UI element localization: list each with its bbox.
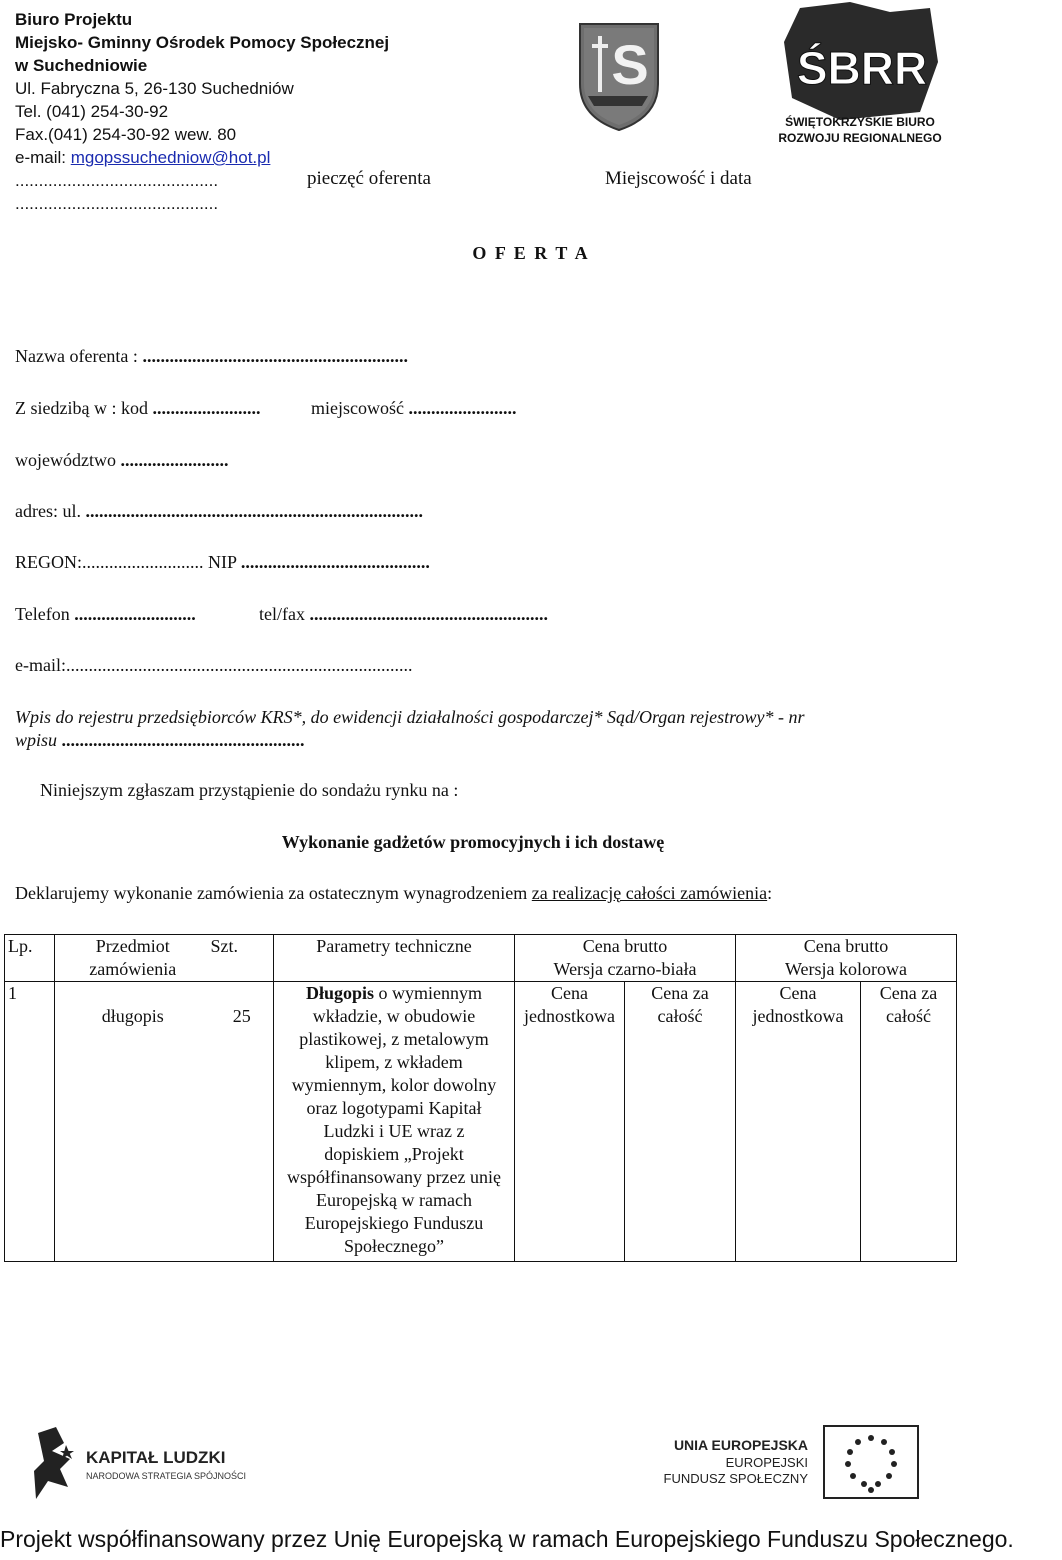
row-lp: 1	[5, 982, 55, 1262]
field-city-label: miejscowość	[311, 398, 409, 418]
municipal-emblem	[578, 22, 660, 132]
header-color-price	[736, 935, 957, 982]
declaration-underlined: za realizację całości zamówienia	[531, 883, 768, 903]
field-regon-nip	[15, 552, 430, 573]
sbrr-wordmark: ŚBRR	[796, 42, 928, 94]
eu-line-1: UNIA EUROPEJSKA	[673, 1437, 808, 1453]
sub-header-color-unit-2: jednostkowa	[752, 1006, 844, 1026]
field-address-label: adres: ul.	[15, 501, 86, 521]
field-name-dots: ...........................................................	[142, 346, 408, 366]
field-address-dots: ...........................................................................	[85, 501, 423, 521]
declaration-text	[15, 883, 772, 904]
header-bw-price	[515, 935, 736, 982]
org-line-2: Miejsko- Gminny Ośrodek Pomocy Społecznej	[15, 33, 390, 52]
emblem-letter: S	[611, 33, 649, 96]
field-telfax-dots: .....................................................	[309, 604, 548, 624]
field-seat-label: Z siedzibą w : kod	[15, 398, 153, 418]
sbrr-logo	[780, 2, 945, 147]
org-line-1: Biuro Projektu	[15, 10, 133, 29]
row-item: długopis	[55, 982, 211, 1262]
document-title: O F E R T A	[472, 243, 590, 263]
sub-header-bw-total-1: Cena za	[651, 983, 709, 1003]
dots-line-2: ...........................................	[15, 194, 219, 213]
row-params-bold: Długopis	[305, 983, 375, 1003]
header-lp: Lp.	[5, 935, 55, 982]
sub-header-bw-total-2: całość	[657, 1006, 703, 1026]
row-params-rest: o wymiennym wkładzie, w obudowie plastikowej, z metalowym klipem, z wkładem wymiennym, kolor dowolny oraz logotypami Kapitał Ludzki i UE wraz z dopiskiem „Projekt współfinansowany przez unię Europejską w ramach Europejskiego Funduszu Społecznego”	[287, 983, 501, 1256]
field-phone-dots: ...........................	[74, 604, 196, 624]
field-seat-dots: ........................	[152, 398, 261, 418]
eu-esf-logo	[663, 1422, 922, 1502]
sub-header-bw-unit-2: jednostkowa	[524, 1006, 615, 1026]
header-item	[55, 935, 211, 982]
declaration-suffix: :	[767, 883, 773, 903]
sub-header-color-total-1: Cena za	[879, 983, 938, 1003]
field-email-dots: .............................................................................	[65, 655, 413, 675]
kl-title: KAPITAŁ LUDZKI	[86, 1448, 226, 1467]
field-nip-label: NIP	[203, 552, 241, 572]
row-params	[274, 982, 515, 1262]
intro-text: Niniejszym zgłaszam przystąpienie do sondażu rynku na :	[40, 780, 459, 800]
header-item-line-2: zamówienia	[89, 959, 177, 979]
sub-header-color-unit-1: Cena	[779, 983, 817, 1003]
header-bw-line-1: Cena brutto	[582, 936, 668, 956]
header-color-line-1: Cena brutto	[803, 936, 889, 956]
field-registry-dots: ......................................................	[61, 730, 305, 750]
field-name-label: Nazwa oferenta :	[15, 346, 143, 366]
field-nip-dots: ..........................................	[240, 552, 430, 572]
field-voivodeship	[15, 450, 228, 471]
header-qty: Szt.	[211, 935, 274, 982]
field-telfax-label: tel/fax	[259, 604, 310, 624]
field-phone	[15, 604, 196, 625]
field-registry-line-1: Wpis do rejestru przedsiębiorców KRS*, do ewidencji działalności gospodarczej* Sąd/Organ rejestrowy* - nr	[15, 707, 805, 727]
field-telfax	[259, 604, 548, 625]
row-bw-total[interactable]	[625, 982, 736, 1262]
field-voivodeship-dots: ........................	[120, 450, 229, 470]
row-color-total[interactable]	[861, 982, 957, 1262]
sbrr-line-2: ROZWOJU REGIONALNEGO	[778, 131, 942, 145]
org-fax: Fax.(041) 254-30-92 wew. 80	[15, 125, 237, 144]
eu-line-3: FUNDUSZ SPOŁECZNY	[663, 1471, 808, 1486]
place-date-label: Miejscowość i data	[605, 168, 752, 189]
field-regon-dots: ...........................	[82, 552, 204, 572]
org-email-row	[15, 146, 389, 169]
footer-note: Projekt współfinansowany przez Unię Europejską w ramach Europejskiego Funduszu Społecznego.	[0, 1526, 1014, 1552]
table-header-row	[5, 935, 957, 982]
stamp-label: pieczęć oferenta	[307, 168, 431, 189]
sbrr-line-1: ŚWIĘTOKRZYSKIE BIURO	[785, 115, 935, 129]
declaration-prefix: Deklarujemy wykonanie zamówienia za ostatecznym wynagrodzeniem	[15, 883, 532, 903]
row-color-unit[interactable]	[736, 982, 861, 1262]
field-city	[311, 398, 516, 419]
org-phone: Tel. (041) 254-30-92	[15, 102, 169, 121]
org-address: Ul. Fabryczna 5, 26-130 Suchedniów	[15, 79, 294, 98]
table-row	[5, 982, 957, 1262]
eu-line-2: EUROPEJSKI	[725, 1455, 808, 1470]
org-email-label: e-mail:	[15, 148, 71, 167]
org-line-3: w Suchedniowie	[15, 56, 148, 75]
field-registry-line-2	[15, 730, 305, 751]
sub-header-color-total-2: całość	[886, 1006, 931, 1026]
field-name	[15, 346, 408, 367]
dots-line-1: ...........................................	[15, 171, 219, 190]
header-params: Parametry techniczne	[274, 935, 515, 982]
field-regon-label: REGON:	[15, 552, 82, 572]
sub-header-bw-unit-1: Cena	[551, 983, 588, 1003]
offer-table	[4, 934, 957, 1262]
field-address	[15, 501, 423, 522]
field-registry-label: wpisu	[15, 730, 62, 750]
field-phone-label: Telefon	[15, 604, 75, 624]
kapital-ludzki-logo	[30, 1425, 260, 1505]
subject-heading: Wykonanie gadżetów promocyjnych i ich dostawę	[281, 832, 665, 852]
row-qty: 25	[211, 982, 274, 1262]
header-item-line-1: Przedmiot	[95, 936, 170, 956]
kl-subtitle: NARODOWA STRATEGIA SPÓJNOŚCI	[86, 1471, 247, 1481]
field-email-label: e-mail:	[15, 655, 66, 675]
row-bw-unit[interactable]	[515, 982, 625, 1262]
field-email	[15, 655, 412, 676]
header-color-line-2: Wersja kolorowa	[784, 959, 907, 979]
header-bw-line-2: Wersja czarno-biała	[553, 959, 697, 979]
field-voivodeship-label: województwo	[15, 450, 121, 470]
field-city-dots: ........................	[408, 398, 517, 418]
org-email-link[interactable]: mgopssuchedniow@hot.pl	[70, 148, 271, 167]
field-seat	[15, 398, 260, 419]
